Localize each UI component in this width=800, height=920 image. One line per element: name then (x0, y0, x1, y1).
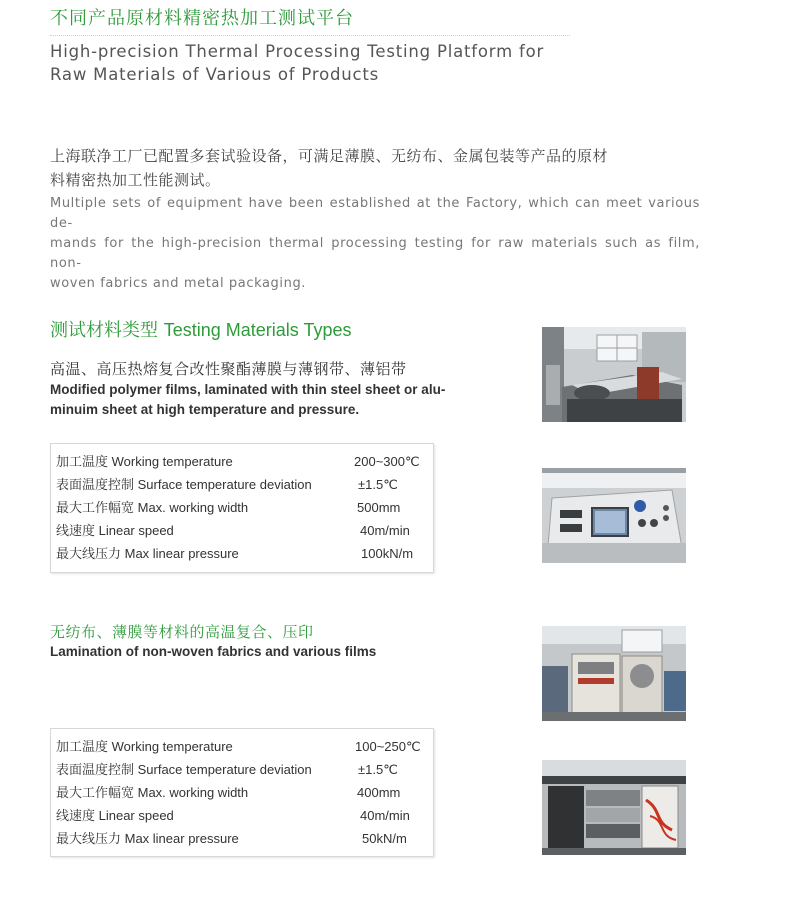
spec-value: 40m/min (360, 808, 410, 823)
title-divider (50, 35, 570, 36)
spec-row (51, 759, 433, 781)
spec-label: 加工温度 Working temperature (56, 739, 233, 754)
spec-row (51, 736, 433, 758)
material1-title-en-line1: Modified polymer films, laminated with thin steel sheet or alu- (50, 382, 446, 397)
spec-label: 最大线压力 Max linear pressure (56, 831, 239, 846)
section-heading-cn: 测试材料类型 (50, 320, 158, 341)
spec-value: 50kN/m (362, 831, 407, 846)
material1-title-cn: 高温、高压热熔复合改性聚酯薄膜与薄钢带、薄铝带 (50, 360, 407, 378)
intro-cn-line1: 上海联净工厂已配置多套试验设备，可满足薄膜、无纺布、金属包装等产品的原材 (50, 147, 609, 165)
material2-title-cn: 无纺布、薄膜等材料的高温复合、压印 (50, 623, 314, 641)
spec-label: 加工温度 Working temperature (56, 454, 233, 469)
intro-cn (50, 144, 690, 192)
spec-label: 线速度 Linear speed (56, 808, 174, 823)
material2-title-en: Lamination of non-woven fabrics and various films (50, 644, 377, 659)
intro-en-line2: mands for the high-precision thermal processing testing for raw materials such as film, non- (50, 236, 700, 271)
material2-spec-table (50, 728, 434, 857)
spec-row (51, 474, 433, 496)
intro-en (50, 194, 700, 294)
spec-label: 最大工作幅宽 Max. working width (56, 785, 249, 800)
spec-value: 100~250℃ (355, 739, 421, 754)
spec-label: 表面温度控制 Surface temperature deviation (56, 762, 312, 777)
page-title-en (50, 40, 544, 86)
page-title-cn: 不同产品原材料精密热加工测试平台 (50, 8, 354, 29)
spec-value: 100kN/m (361, 546, 414, 561)
material1-spec-table (50, 443, 434, 573)
lamination-machine-photo (542, 626, 686, 721)
spec-row (51, 497, 433, 519)
intro-en-line1: Multiple sets of equipment have been established at the Factory, which can meet various de- (50, 196, 700, 231)
section-heading-en: Testing Materials Types (163, 320, 352, 340)
spec-value: 200~300℃ (354, 454, 420, 469)
spec-row (51, 543, 433, 565)
control-panel-photo (542, 468, 686, 563)
spec-value: ±1.5℃ (358, 762, 398, 777)
laminating-line-photo (542, 327, 686, 422)
spec-label: 线速度 Linear speed (56, 523, 174, 538)
spec-row (51, 805, 433, 827)
spec-row (51, 520, 433, 542)
spec-value: ±1.5℃ (358, 477, 398, 492)
page-title-en-line1: High-precision Thermal Processing Testing Platform for (50, 42, 545, 61)
spec-row (51, 782, 433, 804)
spec-row (51, 451, 433, 473)
material1-title-en-line2: minuim sheet at high temperature and pressure. (50, 402, 360, 417)
spec-value: 40m/min (360, 523, 410, 538)
material1-title-en (50, 380, 450, 420)
roller-assembly-photo (542, 760, 686, 855)
intro-cn-line2: 料精密热加工性能测试。 (50, 171, 221, 189)
spec-row (51, 828, 433, 850)
spec-value: 500mm (357, 500, 401, 515)
page-title-en-line2: Raw Materials of Various of Products (50, 65, 380, 84)
spec-value: 400mm (357, 785, 401, 800)
intro-en-line3: woven fabrics and metal packaging. (50, 276, 307, 291)
spec-label: 最大线压力 Max linear pressure (56, 546, 239, 561)
spec-label: 最大工作幅宽 Max. working width (56, 500, 249, 515)
section-heading (50, 316, 352, 342)
spec-label: 表面温度控制 Surface temperature deviation (56, 477, 312, 492)
